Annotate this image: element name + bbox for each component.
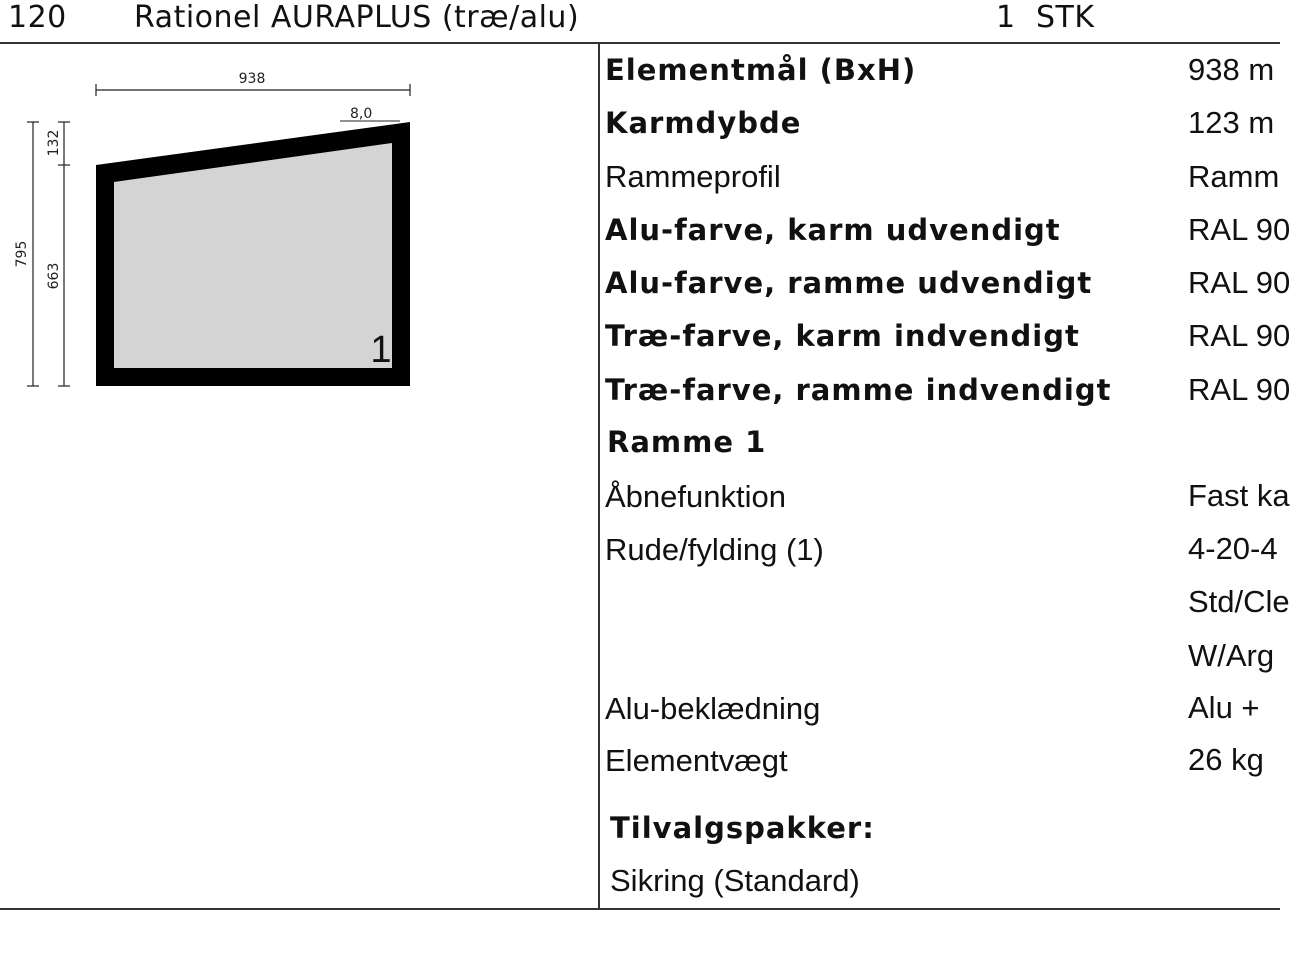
spec-value-alu-sash-outside: RAL 90	[1188, 265, 1290, 300]
column-divider	[598, 44, 600, 910]
window-drawing	[0, 46, 590, 406]
spec-value-glazing: 4-20-4	[1188, 531, 1278, 566]
spec-label-opening-function: Åbnefunktion	[605, 479, 786, 514]
spec-label-sash-profile: Rammeprofil	[605, 159, 781, 194]
section-heading-sash-1: Ramme 1	[607, 425, 767, 459]
quantity-unit: STK	[1036, 0, 1095, 35]
product-name: Rationel AURAPLUS (træ/alu)	[134, 0, 580, 35]
pane-number: 1	[370, 329, 392, 371]
spec-label-alu-sash-outside: Alu-farve, ramme udvendigt	[605, 266, 1093, 300]
slope-label: 8,0	[350, 106, 373, 122]
spec-label-glazing: Rude/fylding (1)	[605, 532, 824, 567]
width-label: 938	[238, 71, 266, 87]
options-item: Sikring (Standard)	[610, 863, 860, 898]
spec-value-alu-frame-outside: RAL 90	[1188, 212, 1290, 247]
spec-value-opening-function: Fast ka	[1188, 478, 1290, 513]
spec-value-sash-profile: Ramm	[1188, 159, 1280, 194]
spec-value-glazing-line-2: Std/Cle	[1188, 584, 1290, 619]
spec-value-element-size: 938 m	[1188, 52, 1275, 87]
spec-value-frame-depth: 123 m	[1188, 105, 1275, 140]
spec-label-wood-sash-inside: Træ-farve, ramme indvendigt	[605, 373, 1112, 407]
spec-label-element-weight: Elementvægt	[605, 743, 788, 778]
spec-label-wood-frame-inside: Træ-farve, karm indvendigt	[605, 319, 1080, 353]
total-height-label: 795	[14, 240, 30, 268]
window-glass	[114, 143, 392, 368]
spec-value-glazing-line-3: W/Arg	[1188, 638, 1275, 673]
position-number: 120	[8, 0, 67, 35]
header-divider	[0, 42, 1280, 44]
spec-label-element-size: Elementmål (BxH)	[605, 53, 917, 87]
top-drop-label: 132	[46, 129, 62, 157]
spec-value-wood-sash-inside: RAL 90	[1188, 372, 1290, 407]
spec-value-element-weight: 26 kg	[1188, 742, 1264, 777]
spec-value-wood-frame-inside: RAL 90	[1188, 318, 1290, 353]
quantity: 1	[996, 0, 1016, 35]
spec-label-frame-depth: Karmdybde	[605, 106, 802, 140]
footer-divider	[0, 908, 1280, 910]
spec-label-alu-frame-outside: Alu-farve, karm udvendigt	[605, 213, 1061, 247]
spec-label-alu-cladding: Alu-beklædning	[605, 691, 821, 726]
side-height-label: 663	[46, 262, 62, 290]
spec-value-alu-cladding: Alu +	[1188, 690, 1260, 725]
options-heading: Tilvalgspakker:	[610, 811, 875, 845]
side-height-dimension	[58, 122, 70, 386]
